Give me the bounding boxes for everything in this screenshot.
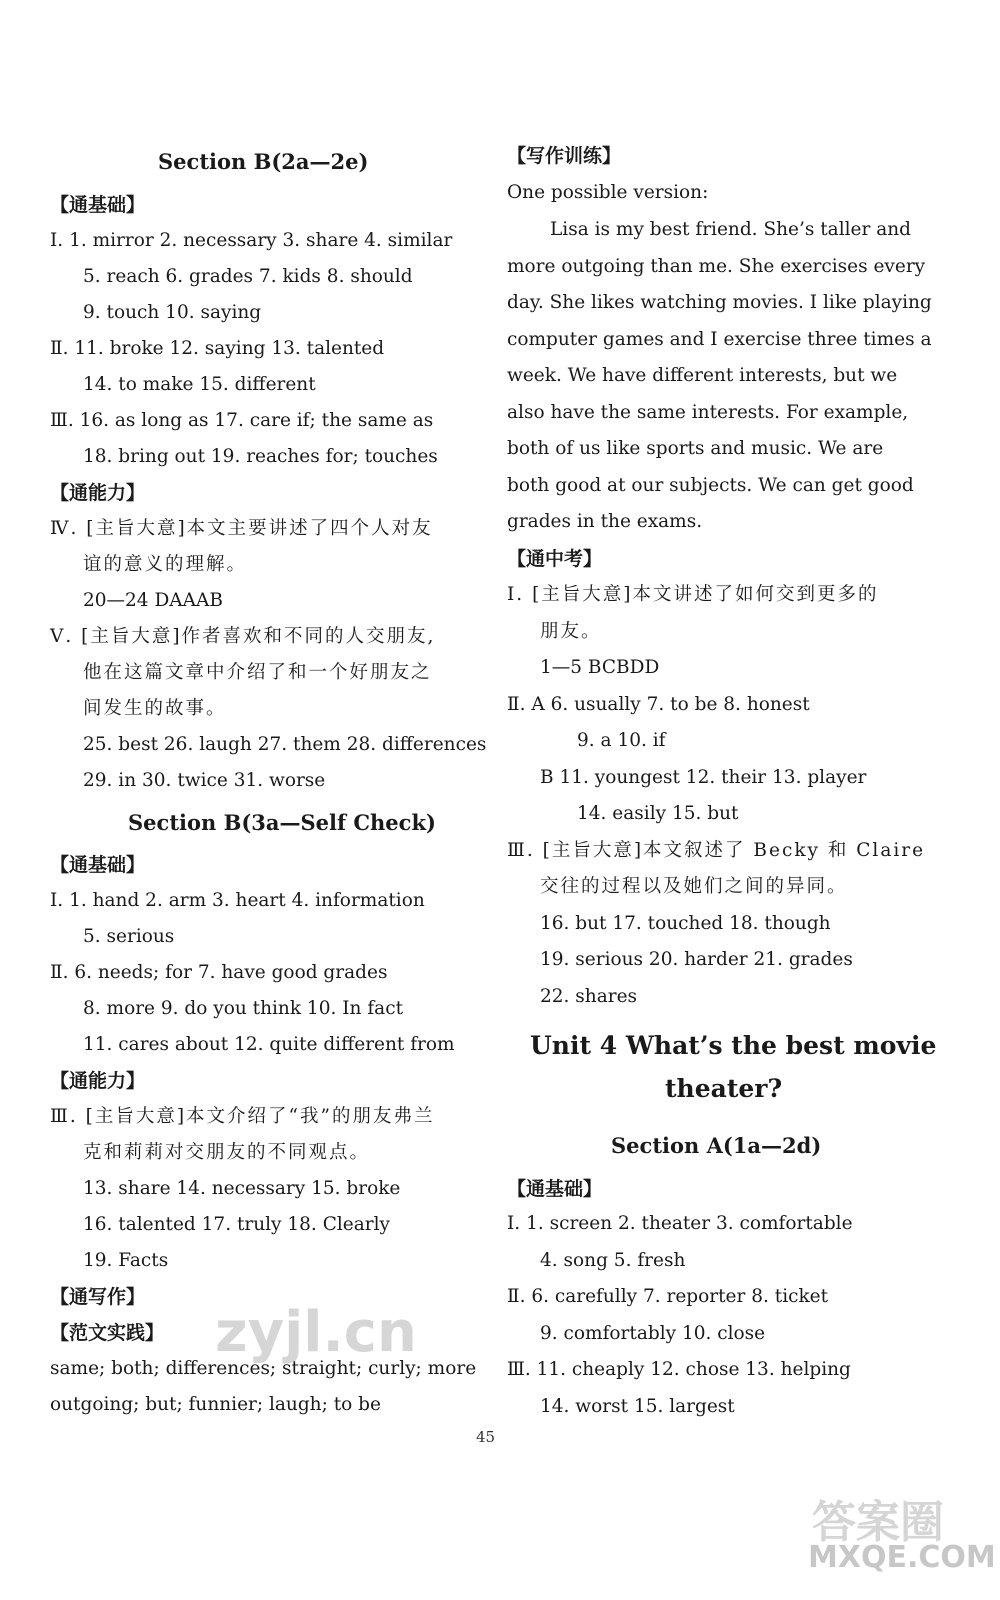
right-line-32: Ⅲ. 11. cheaply 12. chose 13. helping [507,1359,851,1380]
left-line-2: Ⅰ. 1. mirror 2. necessary 3. share 4. similar [50,230,453,251]
left-line-34: outgoing; but; funnier; laugh; to be [50,1394,381,1415]
right-line-7: also have the same interests. For example, [507,402,909,423]
left-line-7: Ⅲ. 16. as long as 17. care if; the same as [50,410,434,431]
left-line-13: Ⅴ. [主旨大意]作者喜欢和不同的人交朋友, [50,626,436,647]
right-line-5: computer games and I exercise three times a [507,329,932,350]
left-line-25: 【通能力】 [50,1070,146,1092]
right-line-26: Section A(1a—2d) [611,1133,822,1158]
watermark-zyjl: zyjl.cn [215,1300,417,1365]
right-line-30: Ⅱ. 6. carefully 7. reporter 8. ticket [507,1286,829,1307]
left-line-15: 间发生的故事。 [83,698,227,719]
left-line-32: 【范文实践】 [50,1322,165,1344]
right-line-22: 19. serious 20. harder 21. grades [540,949,853,970]
right-line-4: day. She likes watching movies. I like playing [507,292,932,313]
right-line-20: 交往的过程以及她们之间的异同。 [540,876,848,897]
left-line-12: 20—24 DAAAB [83,590,223,611]
left-line-24: 11. cares about 12. quite different from [83,1034,455,1055]
left-line-14: 他在这篇文章中介绍了和一个好朋友之 [83,662,432,683]
left-line-5: Ⅱ. 11. broke 12. saying 13. talented [50,338,385,359]
right-line-33: 14. worst 15. largest [540,1396,735,1417]
right-line-18: 14. easily 15. but [577,803,739,824]
left-line-16: 25. best 26. laugh 27. them 28. differences [83,734,487,755]
left-line-33: same; both; differences; straight; curly; more [50,1358,477,1379]
right-line-9: both good at our subjects. We can get good [507,475,914,496]
right-line-25: theater? [665,1074,783,1103]
left-line-11: 谊的意义的理解。 [83,554,248,575]
right-line-21: 16. but 17. touched 18. though [540,913,831,934]
right-line-15: Ⅱ. A 6. usually 7. to be 8. honest [507,694,810,715]
right-line-3: more outgoing than me. She exercises every [507,256,926,277]
right-line-10: grades in the exams. [507,511,703,532]
right-line-19: Ⅲ. [主旨大意]本文叙述了 Becky 和 Claire [507,840,926,861]
right-line-2: Lisa is my best friend. She’s taller and [550,219,911,240]
right-line-14: 1—5 BCBDD [540,657,660,678]
left-line-29: 16. talented 17. truly 18. Clearly [83,1214,390,1235]
right-line-31: 9. comfortably 10. close [540,1323,766,1344]
right-line-13: 朋友。 [540,621,602,642]
left-line-21: 5. serious [83,926,175,947]
left-line-31: 【通写作】 [50,1286,146,1308]
left-line-9: 【通能力】 [50,482,146,504]
right-line-12: Ⅰ. [主旨大意]本文讲述了如何交到更多的 [507,584,879,605]
right-line-0: 【写作训练】 [507,145,622,167]
left-line-19: 【通基础】 [50,854,146,876]
left-line-23: 8. more 9. do you think 10. In fact [83,998,404,1019]
left-line-22: Ⅱ. 6. needs; for 7. have good grades [50,962,388,983]
left-line-30: 19. Facts [83,1250,169,1271]
left-line-17: 29. in 30. twice 31. worse [83,770,326,791]
right-line-27: 【通基础】 [507,1178,603,1200]
right-line-17: B 11. youngest 12. their 13. player [540,767,867,788]
right-line-11: 【通中考】 [507,548,603,570]
left-line-8: 18. bring out 19. reaches for; touches [83,446,438,467]
left-line-18: Section B(3a—Self Check) [128,810,436,835]
left-line-28: 13. share 14. necessary 15. broke [83,1178,401,1199]
right-line-16: 9. a 10. if [577,730,666,751]
left-line-27: 克和莉莉对交朋友的不同观点。 [83,1142,371,1163]
right-line-1: One possible version: [507,182,709,203]
right-line-24: Unit 4 What’s the best movie [530,1031,937,1060]
page-number: 45 [476,1428,496,1446]
watermark-mxqe: MXQE.COM [808,1540,996,1575]
right-line-8: both of us like sports and music. We are [507,438,884,459]
left-line-1: 【通基础】 [50,194,146,216]
left-line-4: 9. touch 10. saying [83,302,262,323]
left-line-20: Ⅰ. 1. hand 2. arm 3. heart 4. information [50,890,425,911]
left-line-0: Section B(2a—2e) [158,149,369,174]
left-line-26: Ⅲ. [主旨大意]本文介绍了“我”的朋友弗兰 [50,1106,435,1127]
right-line-29: 4. song 5. fresh [540,1250,686,1271]
right-line-23: 22. shares [540,986,638,1007]
right-line-6: week. We have different interests, but we [507,365,898,386]
left-line-10: Ⅳ. [主旨大意]本文主要讲述了四个人对友 [50,518,433,539]
watermark-daan-logo: 答案圈 [812,1497,944,1548]
left-line-3: 5. reach 6. grades 7. kids 8. should [83,266,413,287]
right-line-28: Ⅰ. 1. screen 2. theater 3. comfortable [507,1213,853,1234]
left-line-6: 14. to make 15. different [83,374,316,395]
